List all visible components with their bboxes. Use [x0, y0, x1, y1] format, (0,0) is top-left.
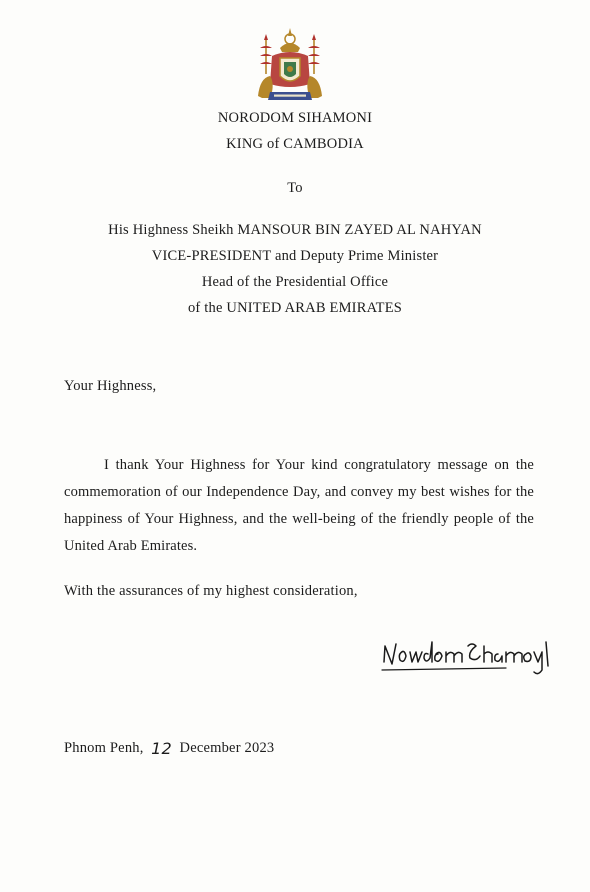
date-day-handwritten: 12 [151, 739, 172, 758]
royal-coat-of-arms-icon [252, 26, 328, 106]
date-month-year: December 2023 [179, 740, 275, 756]
sender-title: KING of CAMBODIA [226, 136, 364, 152]
salutation-to: To [287, 180, 303, 196]
recipient-line-2: VICE-PRESIDENT and Deputy Prime Minister [151, 248, 439, 264]
date-place: Phnom Penh, [64, 740, 144, 756]
sender-name: NORODOM SIHAMONI [217, 110, 373, 126]
body-paragraph [64, 452, 534, 560]
signature-mark [376, 632, 556, 680]
recipient-line-1: His Highness Sheikh MANSOUR BIN ZAYED AL NAHYAN [108, 222, 482, 238]
closing-line: With the assurances of my highest consideration, [64, 583, 358, 599]
body-paragraph-text: I thank Your Highness for Your kind congratulatory message on the commemoration of our Independence Day, and convey my best wishes for the happiness of Your Highness, and the well-being of the friendly people of the United Arab Emirates. [64, 457, 534, 554]
recipient-line-4: of the UNITED ARAB EMIRATES [187, 300, 403, 316]
date-line [64, 739, 274, 758]
greeting: Your Highness, [64, 378, 157, 394]
recipient-line-3: Head of the Presidential Office [201, 274, 389, 290]
